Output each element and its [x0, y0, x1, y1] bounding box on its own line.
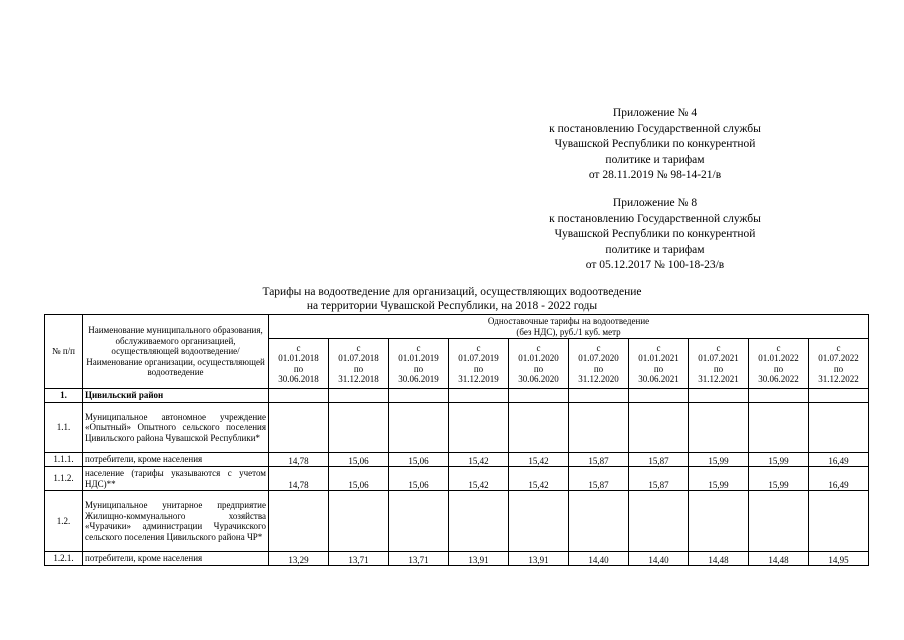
tariff-cell — [809, 403, 869, 453]
tariff-cell — [569, 403, 629, 453]
period-word-from: с — [536, 342, 541, 353]
tariff-cell: 14,40 — [569, 552, 629, 566]
tariff-cell — [269, 389, 329, 403]
period-to: 30.06.2020 — [518, 374, 559, 384]
appendix-8-line-2: к постановлению Государственной службы — [549, 212, 761, 225]
tariff-cell — [689, 491, 749, 552]
tariff-cell: 14,40 — [629, 552, 689, 566]
tariff-cell — [509, 403, 569, 453]
tariff-cell: 15,06 — [389, 467, 449, 491]
row-name: потребители, кроме населения — [83, 453, 269, 467]
appendix-4-line-4: политике и тарифам — [605, 153, 705, 166]
tariff-cell — [449, 389, 509, 403]
tariff-cell: 15,99 — [689, 467, 749, 491]
row-name: Муниципальное автономное учреждение «Опытный» Опытного сельского поселения Цивильского района Чувашской Республики* — [83, 403, 269, 453]
tariff-cell: 15,42 — [509, 467, 569, 491]
period-word-from: с — [476, 342, 481, 353]
header-name — [83, 315, 269, 389]
tariff-cell — [269, 403, 329, 453]
document-title — [160, 285, 744, 313]
period-word-to: по — [413, 363, 424, 374]
tariff-cell: 15,06 — [329, 453, 389, 467]
tariff-cell: 15,99 — [689, 453, 749, 467]
row-number: 1.1.1. — [45, 453, 83, 467]
row-number: 1.2.1. — [45, 552, 83, 566]
row-name: Муниципальное унитарное предприятие Жилищно-коммунального хозяйства «Чурачики» администрации Чурачикского сельского поселения Цивильского района ЧР* — [83, 491, 269, 552]
period-from: 01.01.2019 — [398, 353, 439, 363]
tariff-cell — [749, 389, 809, 403]
appendix-8-line-5: от 05.12.2017 № 100-18-23/в — [585, 259, 725, 271]
row-number: 1.2. — [45, 491, 83, 552]
tariff-cell — [509, 491, 569, 552]
tariff-cell — [749, 403, 809, 453]
tariff-cell — [329, 403, 389, 453]
appendix-8-block — [520, 196, 790, 274]
period-to: 31.12.2020 — [578, 374, 619, 384]
header-num: № п/п — [45, 315, 83, 389]
tariff-cell — [509, 389, 569, 403]
header-period-9 — [749, 339, 809, 389]
period-to: 30.06.2021 — [638, 374, 679, 384]
header-period-2 — [329, 339, 389, 389]
period-word-to: по — [293, 363, 304, 374]
row-number: 1. — [45, 389, 83, 403]
tariff-cell — [329, 491, 389, 552]
tariff-cell: 15,87 — [569, 467, 629, 491]
tariff-cell — [389, 491, 449, 552]
tariff-cell — [329, 389, 389, 403]
header-name-text: Наименование муниципального образования, обслуживаемого организацией, осуществляющей водоотведение/ Наименование организации, осуществляющей водоотведение — [86, 325, 265, 378]
period-from: 01.07.2018 — [338, 353, 379, 363]
table-row — [45, 491, 869, 552]
tariff-cell: 13,91 — [449, 552, 509, 566]
tariff-cell: 16,49 — [809, 453, 869, 467]
row-name: потребители, кроме населения — [83, 552, 269, 566]
appendix-8-line-4: политике и тарифам — [605, 243, 705, 256]
appendix-8-line-3: Чувашской Республики по конкурентной — [554, 228, 756, 240]
tariff-cell: 15,06 — [389, 453, 449, 467]
row-name: население (тарифы указываются с учетом НДС)** — [83, 467, 269, 491]
period-word-from: с — [356, 342, 361, 353]
tariff-cell: 13,91 — [509, 552, 569, 566]
tariff-cell: 16,49 — [809, 467, 869, 491]
appendix-4-line-1: Приложение № 4 — [612, 107, 698, 119]
tariff-cell — [629, 491, 689, 552]
header-period-8 — [689, 339, 749, 389]
tariff-cell — [629, 403, 689, 453]
tariff-cell — [389, 403, 449, 453]
period-word-from: с — [296, 342, 301, 353]
period-word-to: по — [593, 363, 604, 374]
tariff-cell — [749, 491, 809, 552]
tariff-cell: 15,06 — [329, 467, 389, 491]
table-row — [45, 552, 869, 566]
tariff-cell — [449, 491, 509, 552]
period-word-to: по — [533, 363, 544, 374]
header-tariffs-line-2: (без НДС), руб./1 куб. метр — [516, 326, 621, 337]
tariff-cell: 15,42 — [449, 467, 509, 491]
appendix-4-line-5: от 28.11.2019 № 98-14-21/в — [588, 169, 722, 181]
tariff-cell: 14,48 — [689, 552, 749, 566]
row-number: 1.1. — [45, 403, 83, 453]
period-to: 31.12.2022 — [818, 374, 859, 384]
period-word-from: с — [416, 342, 421, 353]
tariff-cell — [689, 403, 749, 453]
tariff-cell: 15,87 — [569, 453, 629, 467]
period-to: 30.06.2022 — [758, 374, 799, 384]
tariff-cell — [269, 491, 329, 552]
period-word-from: с — [836, 342, 841, 353]
period-to: 30.06.2018 — [278, 374, 319, 384]
period-word-from: с — [656, 342, 661, 353]
tariff-cell — [629, 389, 689, 403]
tariff-cell: 14,95 — [809, 552, 869, 566]
tariff-cell — [389, 389, 449, 403]
period-to: 31.12.2021 — [698, 374, 739, 384]
period-from: 01.07.2022 — [818, 353, 859, 363]
tariff-cell — [569, 389, 629, 403]
title-line-2: на территории Чувашской Республики, на 2018 - 2022 годы — [306, 300, 598, 312]
tariff-cell — [569, 491, 629, 552]
appendix-8-line-1: Приложение № 8 — [612, 197, 698, 209]
tariff-cell: 15,87 — [629, 467, 689, 491]
period-word-to: по — [353, 363, 364, 374]
tariff-cell: 15,99 — [749, 453, 809, 467]
appendix-4-line-2: к постановлению Государственной службы — [549, 122, 761, 135]
row-number: 1.1.2. — [45, 467, 83, 491]
appendix-4-block — [520, 106, 790, 184]
period-from: 01.01.2021 — [638, 353, 679, 363]
tariff-cell: 14,78 — [269, 467, 329, 491]
period-word-to: по — [833, 363, 844, 374]
header-period-1 — [269, 339, 329, 389]
period-from: 01.07.2019 — [458, 353, 499, 363]
appendix-4-line-3: Чувашской Республики по конкурентной — [554, 138, 756, 150]
header-period-4 — [449, 339, 509, 389]
table-row — [45, 389, 869, 403]
tariff-cell — [449, 403, 509, 453]
header-tariffs-line-1: Одноставочные тарифы на водоотведение — [487, 316, 650, 326]
period-from: 01.07.2021 — [698, 353, 739, 363]
row-name: Цивильский район — [83, 389, 269, 403]
tariff-cell — [689, 389, 749, 403]
tariff-cell: 15,87 — [629, 453, 689, 467]
header-tariffs — [269, 315, 869, 339]
header-period-3 — [389, 339, 449, 389]
tariff-cell: 14,48 — [749, 552, 809, 566]
tariff-cell: 15,99 — [749, 467, 809, 491]
header-period-6 — [569, 339, 629, 389]
title-line-1: Тарифы на водоотведение для организаций, осуществляющих водоотведение — [262, 286, 642, 298]
period-word-to: по — [653, 363, 664, 374]
period-from: 01.01.2020 — [518, 353, 559, 363]
tariff-cell: 13,71 — [329, 552, 389, 566]
period-word-to: по — [713, 363, 724, 374]
period-from: 01.07.2020 — [578, 353, 619, 363]
table-row — [45, 403, 869, 453]
period-from: 01.01.2022 — [758, 353, 799, 363]
period-word-from: с — [776, 342, 781, 353]
tariff-cell — [809, 491, 869, 552]
period-word-from: с — [596, 342, 601, 353]
tariff-cell: 15,42 — [449, 453, 509, 467]
table-row — [45, 453, 869, 467]
tariff-table — [44, 314, 869, 566]
tariff-cell: 13,71 — [389, 552, 449, 566]
tariff-cell — [809, 389, 869, 403]
tariff-cell: 13,29 — [269, 552, 329, 566]
period-to: 30.06.2019 — [398, 374, 439, 384]
period-word-to: по — [773, 363, 784, 374]
period-word-from: с — [716, 342, 721, 353]
tariff-cell: 14,78 — [269, 453, 329, 467]
period-from: 01.01.2018 — [278, 353, 319, 363]
period-to: 31.12.2019 — [458, 374, 499, 384]
header-period-10 — [809, 339, 869, 389]
table-row — [45, 467, 869, 491]
period-to: 31.12.2018 — [338, 374, 379, 384]
header-period-5 — [509, 339, 569, 389]
period-word-to: по — [473, 363, 484, 374]
tariff-cell: 15,42 — [509, 453, 569, 467]
header-period-7 — [629, 339, 689, 389]
